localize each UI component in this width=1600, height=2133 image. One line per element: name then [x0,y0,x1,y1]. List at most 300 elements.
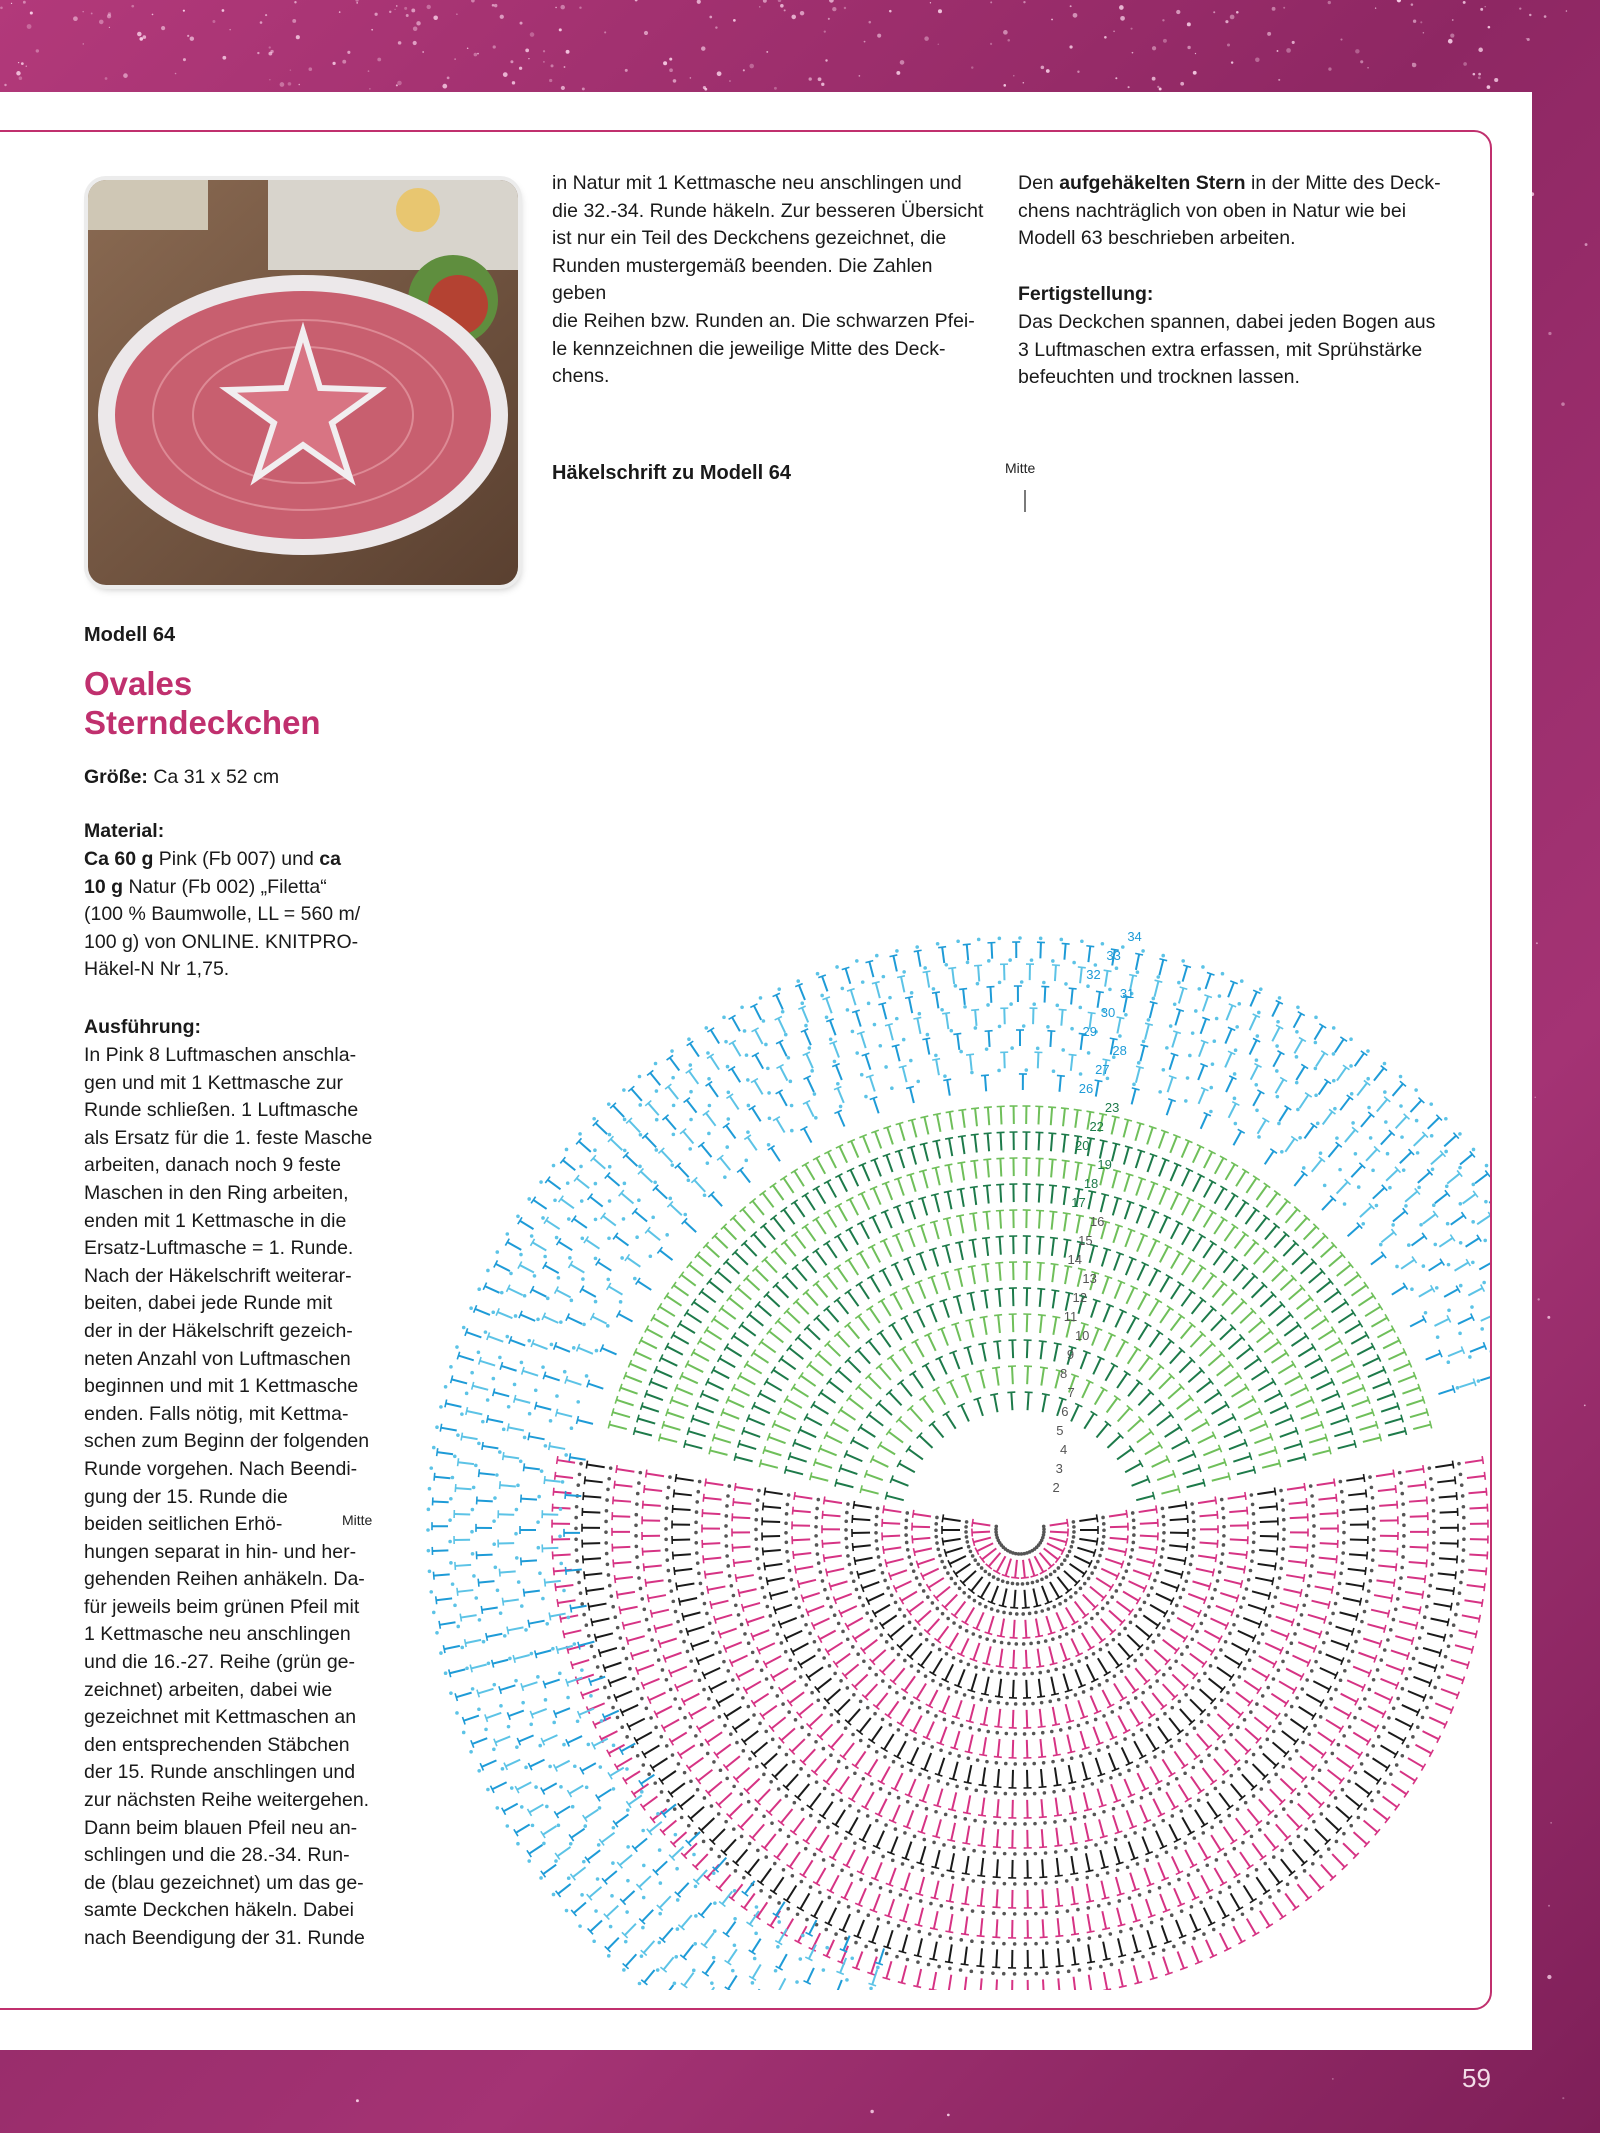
chain-dot [1266,1686,1270,1690]
stitch-mark [868,1376,881,1389]
chain-dot [723,1724,727,1728]
stitch-mark [869,1415,883,1426]
chain-dot [939,1904,943,1908]
stitch-mark [1171,1223,1179,1239]
stitch-mark [749,1315,763,1326]
chain-dot [1134,1614,1138,1618]
stitch-mark [883,1977,891,1979]
sparkle-dot [1231,61,1233,63]
chain-dot [857,1909,861,1913]
chain-dot [800,1880,804,1884]
chain-dot [1241,1912,1245,1916]
stitch-mark [936,1819,941,1836]
stitch-mark [1177,1398,1191,1409]
stitch-mark [745,1881,755,1894]
chain-dot [922,1741,926,1745]
chain-dot [759,1576,763,1580]
stitch-mark [1376,1580,1394,1583]
stitch-mark [996,1666,1004,1667]
stitch-mark [1326,1818,1339,1830]
sparkle-dot [411,9,415,13]
stitch-mark [589,1604,607,1607]
stitch-mark [569,1453,570,1461]
stitch-mark [1027,1710,1028,1728]
stitch-mark [822,1540,823,1548]
stitch-mark [563,1630,565,1638]
stitch-mark [549,1446,565,1449]
stitch-mark [920,1254,926,1271]
stitch-mark [1318,1732,1333,1742]
chain-dot [1341,1500,1345,1504]
chain-dot [913,1737,917,1741]
stitch-mark [1315,1586,1333,1589]
stitch-mark [1126,1510,1127,1518]
stitch-mark [1101,1194,1109,1196]
stitch-mark [912,1538,930,1540]
sparkle-dot [375,13,378,16]
material-line [84,956,374,984]
chain-dot [991,1971,995,1975]
stitch-mark [1073,1916,1075,1934]
chain-dot [996,1609,1000,1613]
chain-dot [829,1753,833,1757]
chain-dot [814,1534,818,1538]
stitch-mark [1103,1277,1109,1294]
stitch-mark [1056,1828,1058,1846]
stitch-mark [1051,1107,1052,1125]
stitch-mark [1001,1132,1002,1150]
chain-dot [558,1534,562,1538]
sparkle-dot [1255,58,1260,63]
stitch-mark [981,1888,983,1906]
chain-dot [1097,1904,1101,1908]
stitch-mark [641,1775,654,1784]
stitch-mark [872,1459,888,1467]
chain-dot [890,1593,894,1597]
chain-dot [1148,1685,1152,1689]
chain-dot [1416,1725,1420,1729]
stitch-mark [899,1951,907,1953]
chain-dot [756,1557,760,1561]
chain-dot [665,1744,669,1748]
chain-dot [826,1597,830,1601]
chain-dot [791,1874,795,1878]
stitch-mark [1063,1161,1065,1179]
chain-dot [1077,1724,1081,1728]
stitch-mark [760,1463,777,1467]
chain-dot [967,1756,971,1760]
chain-dot [1368,1688,1372,1692]
sparkle-dot [729,80,731,82]
chain-dot [1205,1863,1209,1867]
stitch-mark [806,1827,816,1842]
stitch-mark [1118,1643,1130,1657]
stitch-mark [1148,1403,1161,1415]
stitch-mark [673,1335,689,1344]
stitch-mark [1252,1843,1263,1857]
stitch-mark [763,1446,765,1454]
stitch-mark [1100,1850,1104,1867]
stitch-mark [923,1171,928,1188]
stitch-mark [1430,1421,1432,1429]
stitch-mark [715,1236,728,1248]
chain-dot [1331,1752,1335,1756]
stitch-mark [1208,1354,1222,1366]
chain-dot [1457,1462,1461,1466]
stitch-mark [1227,1703,1241,1715]
stitch-mark [1134,1951,1142,1953]
chain-dot [694,1521,698,1525]
stitch-mark [1368,1706,1384,1714]
chain-dot [1000,1641,1004,1645]
stitch-mark [1276,1824,1288,1838]
stitch-mark [771,1591,788,1596]
stitch-mark [1011,1577,1019,1578]
chain-dot [722,1660,726,1664]
stitch-mark [681,1376,697,1383]
stitch-mark [1160,1246,1168,1262]
stitch-mark [913,1548,915,1556]
stitch-mark [879,1366,891,1380]
chain-dot [1320,1812,1324,1816]
stitch-mark [1036,1210,1044,1211]
sparkle-dot [1527,38,1530,41]
stitch-mark [705,1571,706,1579]
stitch-mark [1107,1398,1118,1412]
chain-dot [898,1608,902,1612]
stitch-mark [1125,1676,1135,1691]
execution-line: nach Beendigung der 31. Runde [84,1927,365,1949]
chain-dot [1383,1648,1387,1652]
stitch-mark [1074,1977,1076,1990]
chain-dot [911,1865,915,1869]
stitch-mark [689,1758,704,1769]
chain-dot [1462,1548,1466,1552]
stitch-mark [1052,1212,1054,1230]
chain-dot [848,1804,852,1808]
stitch-mark [1352,1400,1369,1406]
chain-dot [929,1902,933,1906]
execution-line: neten Anzahl von Luftmaschen [84,1347,351,1370]
stitch-mark [981,1582,990,1598]
stitch-mark [774,1251,786,1265]
stitch-mark [981,1918,983,1936]
chain-dot [1191,1511,1195,1515]
stitch-mark [1436,1589,1454,1592]
stitch-mark [849,1817,858,1833]
chain-dot [1189,1563,1193,1567]
stitch-mark [1475,1630,1477,1638]
chain-dot [874,1523,878,1527]
chain-dot [1084,1621,1088,1625]
stitch-mark [1088,1191,1096,1193]
chain-dot [787,1493,791,1497]
chain-dot [895,1691,899,1695]
sparkle-dot [673,79,677,83]
material-part: Häkel-N Nr 1,75. [84,958,230,981]
stitch-mark [839,1777,849,1792]
execution-line: und die 16.-27. Reihe (grün ge- [84,1651,356,1674]
stitch-mark [831,1734,843,1748]
chain-dot [845,1545,849,1549]
chain-dot [1072,1787,1076,1791]
stitch-mark [1137,1122,1145,1124]
stitch-mark [1054,1344,1058,1362]
stitch-mark [1336,1494,1337,1502]
stitch-mark [961,1934,969,1935]
stitch-mark [916,1862,924,1864]
execution-line: 1 Kettmasche neu anschlingen [84,1623,351,1646]
execution-line: beiten, dabei jede Runde mit [84,1292,333,1315]
chain-dot [1160,1555,1164,1559]
stitch-mark [1199,1515,1217,1516]
stitch-mark [1216,1606,1233,1613]
stitch-mark [790,1852,800,1867]
stitch-mark [1204,1631,1220,1640]
stitch-mark [852,1515,853,1523]
stitch-mark [556,1585,574,1587]
chain-dot [1034,1852,1038,1856]
chain-dot [822,1747,826,1751]
chain-dot [1162,1515,1166,1519]
stitch-mark [1165,1570,1182,1575]
stitch-mark [1426,1559,1427,1567]
stitch-mark [993,1787,1001,1788]
stitch-mark [644,1489,662,1491]
stitch-mark [1071,1856,1074,1874]
chain-dot [1213,1706,1217,1710]
stitch-mark [1203,1243,1213,1258]
stitch-mark [1391,1784,1406,1794]
stitch-mark [719,1793,732,1805]
chain-dot [804,1683,808,1687]
stitch-mark [663,1425,680,1430]
stitch-mark [1036,1236,1044,1237]
stitch-mark [790,1456,807,1461]
stitch-mark [1304,1227,1317,1240]
stitch-mark [1127,1317,1136,1333]
stitch-mark [965,1607,974,1622]
sparkle-dot [566,50,570,54]
stitch-mark [758,1789,770,1802]
stitch-mark [676,1582,677,1590]
chain-dot [1177,1878,1181,1882]
chain-dot [1014,1732,1018,1736]
chain-dot [1150,1586,1154,1590]
column3-intro-line: chens nachträglich von oben in Natur wie bei [1018,199,1407,222]
stitch-mark [1101,1569,1117,1577]
chain-dot [719,1768,723,1772]
stitch-mark [989,1553,1001,1567]
chain-dot [875,1515,879,1519]
chain-dot [1311,1777,1315,1781]
sparkle-dot [1023,1,1025,3]
stitch-mark [1167,1558,1185,1561]
stitch-mark [1074,1556,1090,1564]
stitch-mark [1224,1376,1239,1386]
chain-dot [1305,1678,1309,1682]
stitch-mark [1118,1716,1126,1732]
stitch-mark [1289,1288,1303,1300]
chain-dot [875,1750,879,1754]
sparkle-dot [1132,52,1134,54]
stitch-mark [754,1234,766,1247]
stitch-mark [1377,1329,1393,1338]
stitch-mark [1300,1756,1314,1767]
stitch-mark [1093,1358,1101,1374]
chain-dot [636,1687,640,1691]
stitch-mark [1204,1908,1212,1924]
chain-dot [1085,1721,1089,1725]
stitch-mark [950,1112,953,1130]
material-part: ca [319,848,341,870]
chain-dot [1271,1605,1275,1609]
stitch-mark [560,1615,562,1623]
stitch-mark [760,1394,776,1402]
stitch-mark [855,1675,868,1687]
stitch-mark [592,1618,610,1622]
chain-dot [1035,1579,1039,1583]
stitch-mark [1091,1696,1098,1713]
chain-dot [807,1733,811,1737]
sparkle-dot [663,61,667,65]
chain-dot [813,1853,817,1857]
stitch-mark [967,1795,970,1813]
stitch-mark [1459,1630,1477,1634]
stitch-mark [1224,1226,1234,1241]
stitch-mark [720,1158,730,1170]
chain-dot [1109,1932,1113,1936]
stitch-mark [1303,1574,1304,1582]
stitch-mark [1075,1601,1086,1615]
sparkle-dot [549,79,552,82]
stitch-mark [798,1337,812,1349]
chain-dot [756,1849,760,1853]
chain-dot [1156,1718,1160,1722]
stitch-mark [945,1164,953,1166]
chain-dot [1125,1569,1129,1573]
chain-dot [799,1767,803,1771]
chain-dot [785,1753,789,1757]
sparkle-dot [877,34,881,38]
sparkle-dot [1412,63,1416,67]
stitch-mark [1090,1587,1104,1598]
chain-dot [1033,1792,1037,1796]
chain-dot [1207,1753,1211,1757]
chain-dot [1349,1824,1353,1828]
stitch-mark [1455,1476,1456,1484]
chain-dot [1037,1641,1041,1645]
stitch-mark [1097,1514,1098,1522]
sparkle-dot [701,46,705,50]
stitch-mark [643,1501,644,1509]
chain-dot [1402,1523,1406,1527]
stitch-mark [921,1226,927,1243]
stitch-mark [1182,1199,1190,1215]
chain-dot [689,1779,693,1783]
stitch-mark [913,1373,923,1388]
stitch-mark [1125,1464,1141,1473]
stitch-mark [1315,1829,1328,1842]
stitch-mark [950,1382,958,1398]
stitch-mark [1125,1230,1131,1247]
stitch-mark [1001,1619,1004,1637]
stitch-mark [1244,1411,1260,1419]
chain-dot [1068,1550,1072,1554]
chain-dot [1358,1707,1362,1711]
stitch-mark [775,1764,788,1777]
chain-dot [925,1638,929,1642]
stitch-mark [716,1858,727,1870]
stitch-mark [1235,1739,1248,1752]
stitch-mark [1393,1364,1410,1371]
stitch-mark [1363,1437,1380,1441]
stitch-mark [670,1204,682,1215]
stitch-mark [859,1888,866,1905]
chain-dot [1461,1494,1465,1498]
stitch-mark [837,1267,847,1282]
chain-dot [1456,1602,1460,1606]
chain-dot [905,1541,909,1545]
chain-dot [1447,1644,1451,1648]
stitch-mark [790,1692,804,1703]
stitch-mark [1308,1615,1325,1620]
chain-dot [1093,1566,1097,1570]
chain-dot [1387,1716,1391,1720]
stitch-mark [1077,1548,1094,1553]
chain-dot [906,1548,910,1552]
stitch-mark [884,1240,892,1256]
stitch-mark [1128,1382,1139,1396]
stitch-mark [1086,1870,1094,1872]
stitch-mark [1070,1873,1078,1874]
stitch-mark [735,1719,750,1729]
chain-dot [1042,1761,1046,1765]
chain-dot [677,1762,681,1766]
chain-dot [635,1502,639,1506]
stitch-mark [646,1580,664,1583]
stitch-mark [1162,1759,1171,1774]
stitch-mark [1297,1298,1311,1309]
stitch-mark [1198,1556,1216,1559]
sparkle-dot [99,20,104,25]
stitch-mark [1027,1740,1028,1758]
stitch-mark [1325,1341,1341,1350]
chain-dot [1152,1640,1156,1644]
chain-dot [1006,1581,1010,1585]
stitch-mark [971,1108,979,1109]
stitch-mark [1371,1318,1387,1327]
stitch-mark [873,1217,881,1233]
chain-dot [1013,1852,1017,1856]
stitch-mark [1171,1253,1180,1269]
stitch-mark [1000,1649,1003,1667]
stitch-mark [1021,1577,1029,1578]
sparkle-dot [422,51,424,53]
stitch-mark [1300,1440,1302,1448]
stitch-mark [970,1160,978,1161]
chain-dot [1192,1519,1196,1523]
chain-dot [748,1842,752,1846]
chain-dot [903,1831,907,1835]
chain-dot [1304,1785,1308,1789]
chain-dot [1379,1658,1383,1662]
stitch-mark [929,1989,937,1990]
chain-dot [814,1116,818,1120]
chain-dot [1444,1655,1448,1659]
chain-dot [768,1895,772,1899]
stitch-mark [996,1368,999,1386]
